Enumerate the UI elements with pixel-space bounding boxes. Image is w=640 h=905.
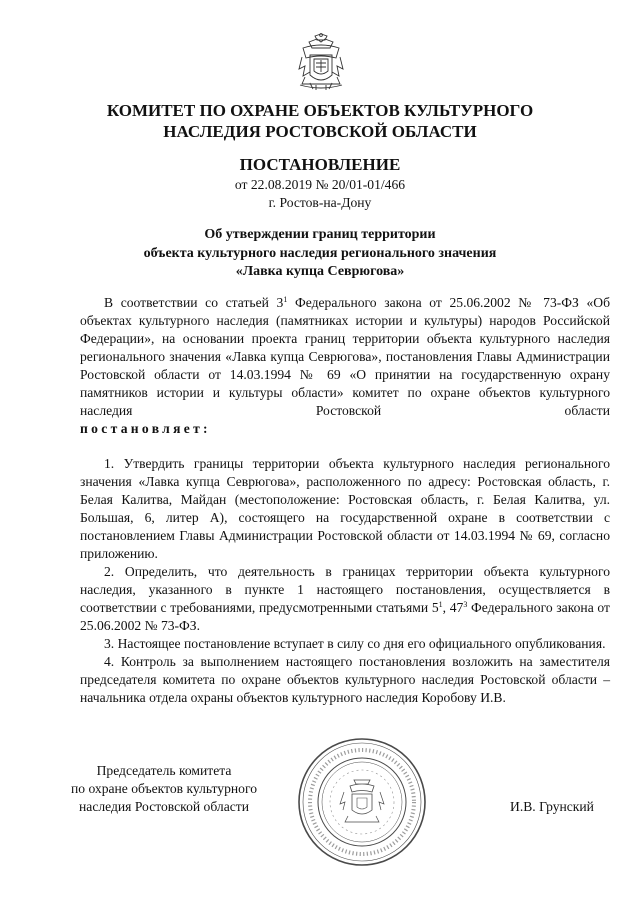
preamble-superscript: 1 [283, 295, 288, 304]
paragraph-gap [80, 438, 610, 455]
signatory-position-line3: наследия Ростовской области [79, 799, 249, 814]
document-subject [0, 226, 640, 282]
organization-name [0, 100, 640, 142]
organization-name-line2: НАСЛЕДИЯ РОСТОВСКОЙ ОБЛАСТИ [163, 122, 477, 141]
item-2-text-mid: , 47 [442, 600, 464, 615]
signatory-position-line1: Председатель комитета [96, 763, 232, 778]
subject-line2: объекта культурного наследия регионального значения [143, 245, 497, 261]
subject-line3: «Лавка купца Севрюгова» [235, 264, 405, 279]
preamble-text-start: В соответствии со статьей 3 [104, 295, 284, 310]
item-2-superscript-1: 1 [438, 600, 443, 609]
item-2-text-start: 2. Определить, что деятельность в границах территории объекта культурного наследия, указанного в пункте 1 настоящего постановления, осуществляется в соответствии с требованиями, предусмотренными статьями 5 [80, 564, 610, 615]
official-seal-icon [296, 736, 428, 868]
preamble-text-rest: Федерального закона от 25.06.2002 № 73-ФЗ «Об объектах культурного наследия (памятниках истории и культуры) народов Российской Федерации», на основании проекта границ территории объекта культурного наследия регионального значения «Лавка купца Севрюгова», постановления Главы Администрации Ростовской области от 14.03.1994 № 69 «О принятии на государственную охрану памятников истории и культуры области» комитет по охране объектов культурного наследия Ростовской области [80, 295, 610, 418]
resolves-paragraph [80, 420, 610, 438]
item-2-superscript-2: 3 [463, 600, 468, 609]
document-city: г. Ростов-на-Дону [268, 195, 372, 210]
document-type: ПОСТАНОВЛЕНИЕ [239, 155, 401, 174]
subject-line1: Об утверждении границ территории [204, 227, 436, 242]
signatory-position-line2: по охране объектов культурного [70, 781, 258, 796]
item-2 [80, 563, 610, 635]
organization-name-line1: КОМИТЕТ ПО ОХРАНЕ ОБЪЕКТОВ КУЛЬТУРНОГО [106, 101, 534, 120]
item-4: 4. Контроль за выполнением настоящего постановления возложить на заместителя председателя комитета по охране объектов культурного наследия Ростовской области – начальника отдела охраны объектов культурного наследия Коробову И.В. [80, 654, 610, 705]
item-3: 3. Настоящее постановление вступает в силу со дня его официального опубликования. [104, 636, 606, 651]
item-1: 1. Утвердить границы территории объекта культурного наследия регионального значения «Лавка купца Севрюгова», расположенного по адресу: Ростовская область, г. Белая Калитва, Майдан (местоположение: Ростовская область, г. Белая Калитва, ул. Большая, 6, литер А), состоящего на государственной охране в соответствии с постановлением Главы Администрации Ростовской области от 14.03.1994 № 69, согласно приложению. [80, 456, 610, 561]
resolves-word: постановляет: [80, 421, 211, 436]
preamble-paragraph [80, 294, 610, 420]
coat-of-arms-icon [298, 33, 344, 91]
document-number: от 22.08.2019 № 20/01-01/466 [234, 177, 406, 192]
signatory-position [48, 762, 280, 816]
item-2-text-end: Федерального закона от 25.06.2002 № 73-ФЗ. [80, 600, 610, 633]
document-body [80, 294, 610, 707]
signatory-name: И.В. Грунский [510, 799, 594, 814]
